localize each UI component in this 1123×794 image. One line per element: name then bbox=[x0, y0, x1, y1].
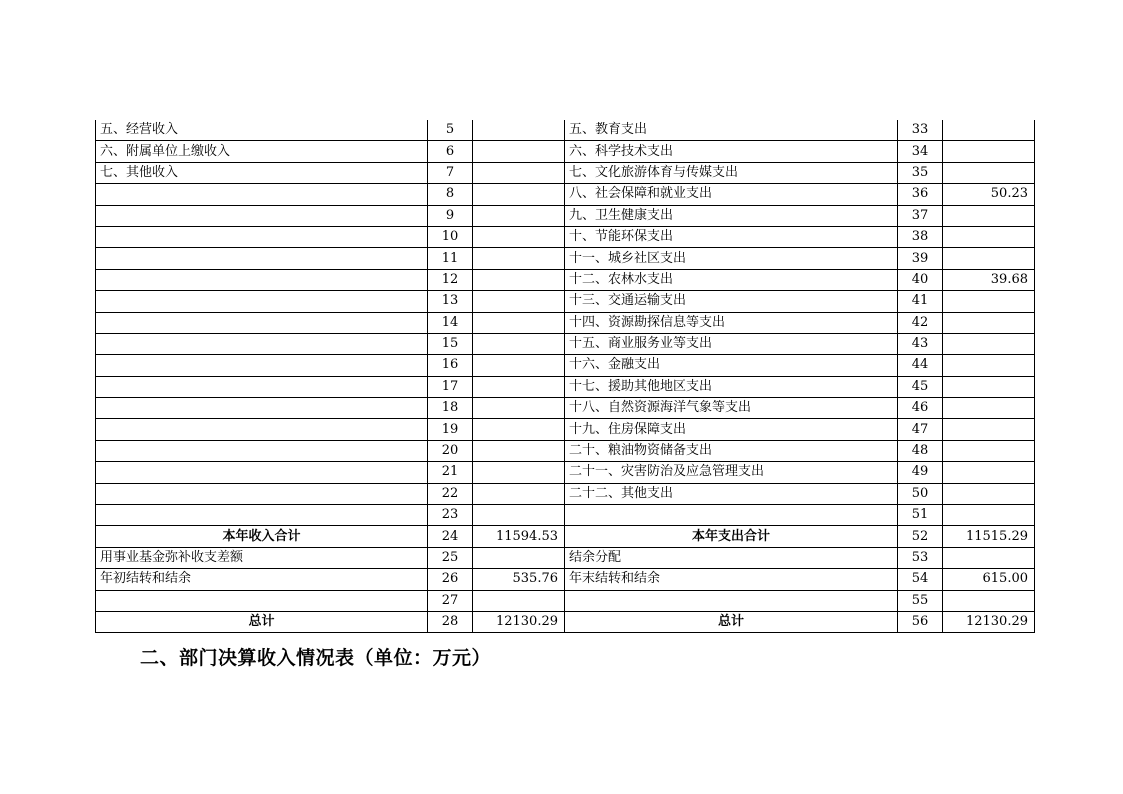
income-row-number: 24 bbox=[428, 526, 473, 547]
table-row bbox=[96, 590, 1035, 611]
income-amount bbox=[473, 419, 565, 440]
income-amount bbox=[473, 291, 565, 312]
expense-amount: 39.68 bbox=[943, 269, 1035, 290]
expense-item-name: 十二、农林水支出 bbox=[565, 269, 898, 290]
income-row-number: 23 bbox=[428, 505, 473, 526]
income-amount bbox=[473, 398, 565, 419]
expense-amount bbox=[943, 333, 1035, 354]
income-item-name bbox=[96, 505, 428, 526]
table-row bbox=[96, 184, 1035, 205]
table-row bbox=[96, 269, 1035, 290]
budget-summary-table bbox=[95, 120, 1035, 633]
income-amount bbox=[473, 376, 565, 397]
income-item-name: 五、经营收入 bbox=[96, 120, 428, 141]
income-row-number: 7 bbox=[428, 162, 473, 183]
income-item-name: 用事业基金弥补收支差额 bbox=[96, 547, 428, 568]
income-row-number: 15 bbox=[428, 333, 473, 354]
expense-item-name: 本年支出合计 bbox=[565, 526, 898, 547]
income-item-name bbox=[96, 205, 428, 226]
expense-item-name: 二十二、其他支出 bbox=[565, 483, 898, 504]
table-row bbox=[96, 333, 1035, 354]
expense-row-number: 43 bbox=[898, 333, 943, 354]
income-amount bbox=[473, 590, 565, 611]
income-amount bbox=[473, 162, 565, 183]
expense-item-name: 十六、金融支出 bbox=[565, 355, 898, 376]
income-amount bbox=[473, 547, 565, 568]
income-row-number: 26 bbox=[428, 569, 473, 590]
income-row-number: 21 bbox=[428, 462, 473, 483]
income-amount bbox=[473, 269, 565, 290]
income-row-number: 28 bbox=[428, 611, 473, 632]
section-heading: 二、部门决算收入情况表（单位：万元） bbox=[140, 647, 492, 669]
income-item-name: 本年收入合计 bbox=[96, 526, 428, 547]
expense-row-number: 52 bbox=[898, 526, 943, 547]
income-amount bbox=[473, 141, 565, 162]
expense-amount bbox=[943, 547, 1035, 568]
expense-row-number: 53 bbox=[898, 547, 943, 568]
income-amount bbox=[473, 226, 565, 247]
income-row-number: 11 bbox=[428, 248, 473, 269]
table-row bbox=[96, 398, 1035, 419]
income-row-number: 5 bbox=[428, 120, 473, 141]
income-row-number: 10 bbox=[428, 226, 473, 247]
income-item-name: 七、其他收入 bbox=[96, 162, 428, 183]
expense-row-number: 51 bbox=[898, 505, 943, 526]
income-item-name bbox=[96, 355, 428, 376]
expense-item-name: 七、文化旅游体育与传媒支出 bbox=[565, 162, 898, 183]
expense-amount bbox=[943, 205, 1035, 226]
table-body bbox=[96, 120, 1035, 633]
expense-item-name: 五、教育支出 bbox=[565, 120, 898, 141]
income-amount bbox=[473, 333, 565, 354]
income-row-number: 27 bbox=[428, 590, 473, 611]
income-item-name: 总计 bbox=[96, 611, 428, 632]
income-row-number: 20 bbox=[428, 440, 473, 461]
expense-amount bbox=[943, 248, 1035, 269]
expense-row-number: 56 bbox=[898, 611, 943, 632]
income-item-name bbox=[96, 440, 428, 461]
income-row-number: 16 bbox=[428, 355, 473, 376]
income-row-number: 19 bbox=[428, 419, 473, 440]
expense-item-name: 十九、住房保障支出 bbox=[565, 419, 898, 440]
expense-amount bbox=[943, 440, 1035, 461]
table-row bbox=[96, 611, 1035, 632]
income-amount bbox=[473, 483, 565, 504]
table-row bbox=[96, 162, 1035, 183]
expense-row-number: 36 bbox=[898, 184, 943, 205]
expense-amount bbox=[943, 355, 1035, 376]
table-row bbox=[96, 205, 1035, 226]
table-row bbox=[96, 526, 1035, 547]
income-item-name bbox=[96, 291, 428, 312]
expense-item-name: 年末结转和结余 bbox=[565, 569, 898, 590]
table-row bbox=[96, 291, 1035, 312]
table-row bbox=[96, 569, 1035, 590]
table-row bbox=[96, 462, 1035, 483]
expense-item-name: 总计 bbox=[565, 611, 898, 632]
expense-item-name: 九、卫生健康支出 bbox=[565, 205, 898, 226]
expense-item-name: 六、科学技术支出 bbox=[565, 141, 898, 162]
expense-row-number: 50 bbox=[898, 483, 943, 504]
expense-amount bbox=[943, 291, 1035, 312]
expense-amount bbox=[943, 419, 1035, 440]
expense-amount bbox=[943, 505, 1035, 526]
table-row bbox=[96, 419, 1035, 440]
expense-amount: 12130.29 bbox=[943, 611, 1035, 632]
income-item-name bbox=[96, 184, 428, 205]
expense-amount: 615.00 bbox=[943, 569, 1035, 590]
expense-amount: 11515.29 bbox=[943, 526, 1035, 547]
expense-row-number: 49 bbox=[898, 462, 943, 483]
income-row-number: 14 bbox=[428, 312, 473, 333]
expense-amount bbox=[943, 462, 1035, 483]
expense-row-number: 46 bbox=[898, 398, 943, 419]
expense-item-name: 十一、城乡社区支出 bbox=[565, 248, 898, 269]
income-item-name bbox=[96, 226, 428, 247]
income-item-name: 年初结转和结余 bbox=[96, 569, 428, 590]
income-amount bbox=[473, 184, 565, 205]
table-row bbox=[96, 355, 1035, 376]
income-row-number: 6 bbox=[428, 141, 473, 162]
expense-amount bbox=[943, 141, 1035, 162]
expense-item-name: 十四、资源勘探信息等支出 bbox=[565, 312, 898, 333]
income-item-name bbox=[96, 483, 428, 504]
income-amount bbox=[473, 355, 565, 376]
expense-amount bbox=[943, 590, 1035, 611]
expense-row-number: 39 bbox=[898, 248, 943, 269]
table-row bbox=[96, 440, 1035, 461]
table-row bbox=[96, 248, 1035, 269]
expense-amount bbox=[943, 398, 1035, 419]
income-amount: 12130.29 bbox=[473, 611, 565, 632]
income-item-name: 六、附属单位上缴收入 bbox=[96, 141, 428, 162]
expense-row-number: 45 bbox=[898, 376, 943, 397]
income-row-number: 13 bbox=[428, 291, 473, 312]
income-item-name bbox=[96, 419, 428, 440]
table-row bbox=[96, 312, 1035, 333]
expense-item-name bbox=[565, 505, 898, 526]
expense-amount bbox=[943, 120, 1035, 141]
income-amount bbox=[473, 312, 565, 333]
expense-item-name: 二十一、灾害防治及应急管理支出 bbox=[565, 462, 898, 483]
expense-row-number: 40 bbox=[898, 269, 943, 290]
expense-amount bbox=[943, 376, 1035, 397]
expense-amount bbox=[943, 226, 1035, 247]
expense-item-name: 结余分配 bbox=[565, 547, 898, 568]
income-item-name bbox=[96, 462, 428, 483]
income-row-number: 18 bbox=[428, 398, 473, 419]
expense-row-number: 44 bbox=[898, 355, 943, 376]
expense-item-name: 十、节能环保支出 bbox=[565, 226, 898, 247]
expense-item-name: 八、社会保障和就业支出 bbox=[565, 184, 898, 205]
income-amount bbox=[473, 462, 565, 483]
income-amount bbox=[473, 505, 565, 526]
income-item-name bbox=[96, 398, 428, 419]
income-item-name bbox=[96, 312, 428, 333]
expense-row-number: 35 bbox=[898, 162, 943, 183]
expense-item-name: 十五、商业服务业等支出 bbox=[565, 333, 898, 354]
expense-row-number: 55 bbox=[898, 590, 943, 611]
table-row bbox=[96, 226, 1035, 247]
expense-amount bbox=[943, 162, 1035, 183]
income-amount bbox=[473, 205, 565, 226]
expense-item-name: 二十、粮油物资储备支出 bbox=[565, 440, 898, 461]
expense-item-name bbox=[565, 590, 898, 611]
income-item-name bbox=[96, 248, 428, 269]
table-row bbox=[96, 483, 1035, 504]
income-amount: 535.76 bbox=[473, 569, 565, 590]
table-row bbox=[96, 505, 1035, 526]
income-row-number: 22 bbox=[428, 483, 473, 504]
expense-row-number: 41 bbox=[898, 291, 943, 312]
income-row-number: 9 bbox=[428, 205, 473, 226]
income-row-number: 8 bbox=[428, 184, 473, 205]
expense-row-number: 38 bbox=[898, 226, 943, 247]
income-row-number: 17 bbox=[428, 376, 473, 397]
expense-amount bbox=[943, 483, 1035, 504]
expense-row-number: 47 bbox=[898, 419, 943, 440]
income-amount bbox=[473, 440, 565, 461]
income-item-name bbox=[96, 333, 428, 354]
income-item-name bbox=[96, 269, 428, 290]
expense-item-name: 十八、自然资源海洋气象等支出 bbox=[565, 398, 898, 419]
income-item-name bbox=[96, 376, 428, 397]
income-row-number: 25 bbox=[428, 547, 473, 568]
expense-item-name: 十七、援助其他地区支出 bbox=[565, 376, 898, 397]
table-row bbox=[96, 120, 1035, 141]
expense-row-number: 54 bbox=[898, 569, 943, 590]
income-amount bbox=[473, 120, 565, 141]
table-row bbox=[96, 376, 1035, 397]
expense-row-number: 34 bbox=[898, 141, 943, 162]
income-amount bbox=[473, 248, 565, 269]
expense-amount bbox=[943, 312, 1035, 333]
income-item-name bbox=[96, 590, 428, 611]
expense-row-number: 42 bbox=[898, 312, 943, 333]
expense-item-name: 十三、交通运输支出 bbox=[565, 291, 898, 312]
expense-row-number: 48 bbox=[898, 440, 943, 461]
expense-row-number: 37 bbox=[898, 205, 943, 226]
income-amount: 11594.53 bbox=[473, 526, 565, 547]
expense-row-number: 33 bbox=[898, 120, 943, 141]
income-row-number: 12 bbox=[428, 269, 473, 290]
table-row bbox=[96, 141, 1035, 162]
expense-amount: 50.23 bbox=[943, 184, 1035, 205]
table-row bbox=[96, 547, 1035, 568]
